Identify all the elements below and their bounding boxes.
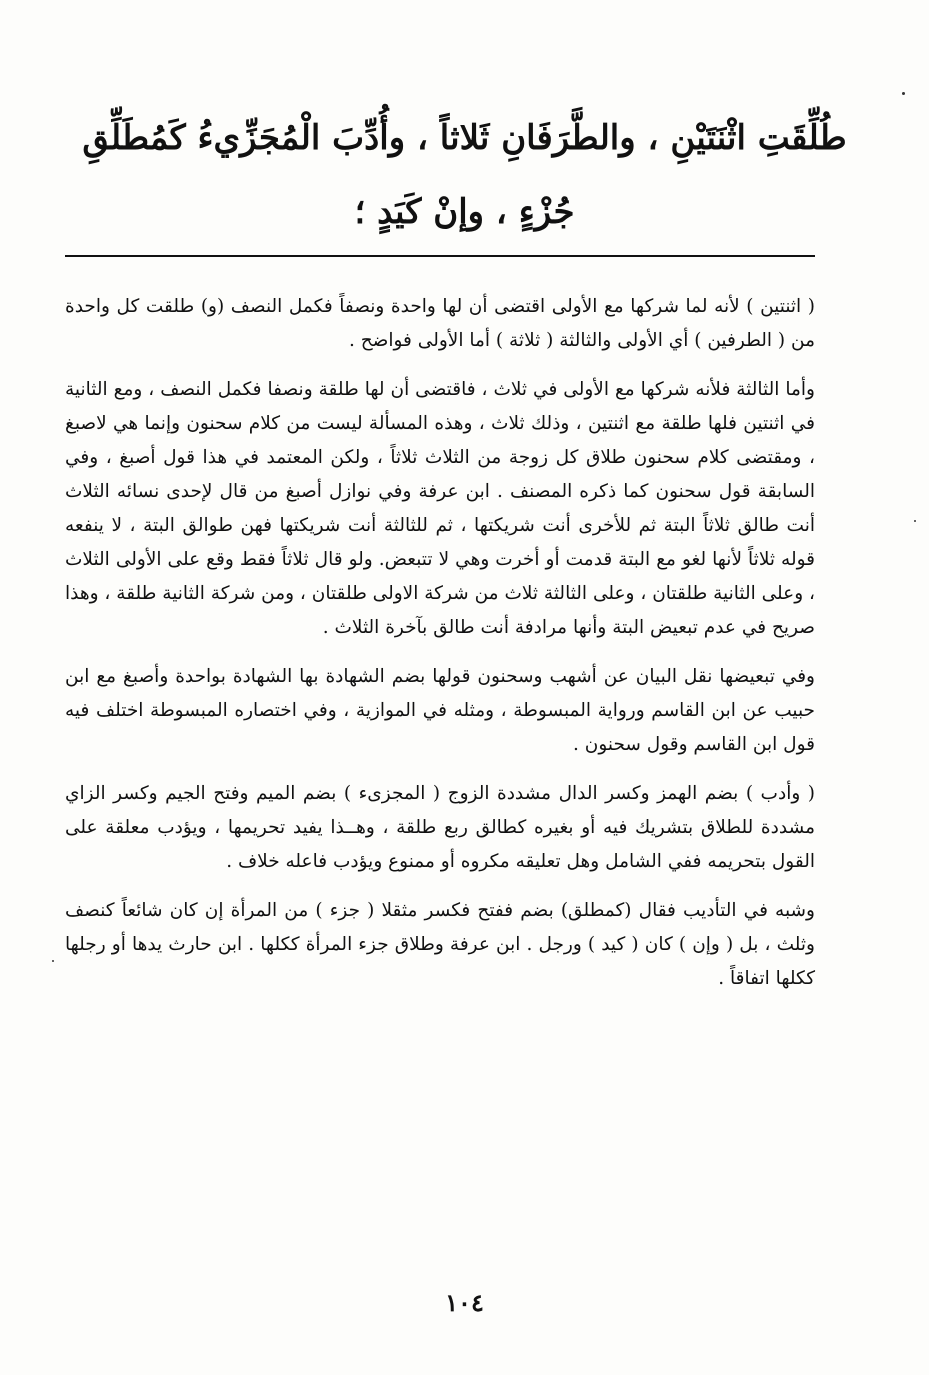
commentary-text — [65, 290, 815, 1011]
print-speck — [914, 520, 916, 522]
print-speck — [902, 92, 905, 95]
page-number: ١٠٤ — [445, 1288, 484, 1317]
commentary-paragraph: ( اثنتين ) لأنه لما شركها مع الأولى اقتضى أن لها واحدة ونصفاً فكمل النصف (و) طلقت كل واحدة من ( الطرفين ) أي الأولى والثالثة ( ثلاثة ) أما الأولى فواضح . — [65, 296, 815, 351]
commentary-paragraph: وأما الثالثة فلأنه شركها مع الأولى في ثلاث ، فاقتضى أن لها طلقة ونصفا فكمل النصف ، ومع الثانية في اثنتين فلها طلقة مع اثنتين ، وذلك ثلاث ، وهذه المسألة ليست من كلام سحنون وإنما هي لاصبغ ، ومقتضى كلام سحنون طلاق كل زوجة من الثلاث ثلاثاً ، ولكن المعتمد في هذا قول أصبغ ، وفي السابقة قول سحنون كما ذكره المصنف . ابن عرفة وفي نوازل أصبغ من قال لإحدى نسائه الثلاث أنت طالق ثلاثاً البتة ثم للأخرى أنت شريكتها ، ثم للثالثة أنت شريكتها فهن طوالق البتة ، لا ينفعه قوله ثلاثاً لأنها لغو مع البتة قدمت أو أخرت وهي لا تتبعض. ولو قال ثلاثاً فقط وقع على الأولى الثلاث ، وعلى الثانية طلقتان ، وعلى الثالثة ثلاث من شركة الاولى طلقتان ، ومن شركة الثانية طلقة ، وهذا صريح في عدم تبعيض البتة وأنها مرادفة أنت طالق بآخرة الثلاث . — [65, 379, 815, 638]
commentary-paragraph: وفي تبعيضها نقل البيان عن أشهب وسحنون قولها بضم الشهادة بها الشهادة بواحدة وأصبغ مع ابن حبيب عن ابن القاسم ورواية المبسوطة ، ومثله في الموازية ، وفي اختصاره المبسوطة اختلف فيه قول ابن القاسم وقول سحنون . — [65, 666, 815, 755]
commentary-paragraph: ( وأدب ) بضم الهمز وكسر الدال مشددة الزوج ( المجزىء ) بضم الميم وفتح الجيم وكسر الزاي مشددة للطلاق بتشريك فيه أو بغيره كطالق ربع طلقة ، وهــذا يفيد تحريمها ، ويؤدب معلقة على القول بتحريمه ففي الشامل وهل تعليقه مكروه أو ممنوع ويؤدب فاعله خلاف . — [65, 783, 815, 872]
commentary-paragraph: وشبه في التأديب فقال (كمطلق) بضم ففتح فكسر مثقلا ( جزء ) من المرأة إن كان شائعاً كنصف وثلث ، بل ( وإن ) كان ( كيد ) ورجل . ابن عرفة وطلاق جزء المرأة ككلها . ابن حارث يدها أو رجلها ككلها اتفاقاً . — [65, 900, 815, 989]
print-speck — [52, 960, 54, 962]
verse-line-2: جُزْءٍ ، وإنْ كَيَدٍ ؛ — [354, 192, 575, 232]
verse-line-1: طُلِّقَتِ اثْنَتَيْنِ ، والطَّرَفَانِ ثَلاثاً ، وأُدِّبَ الْمُجَزِّيءُ كَمُطَلِّقِ — [82, 118, 847, 158]
separator-rule — [65, 255, 815, 257]
